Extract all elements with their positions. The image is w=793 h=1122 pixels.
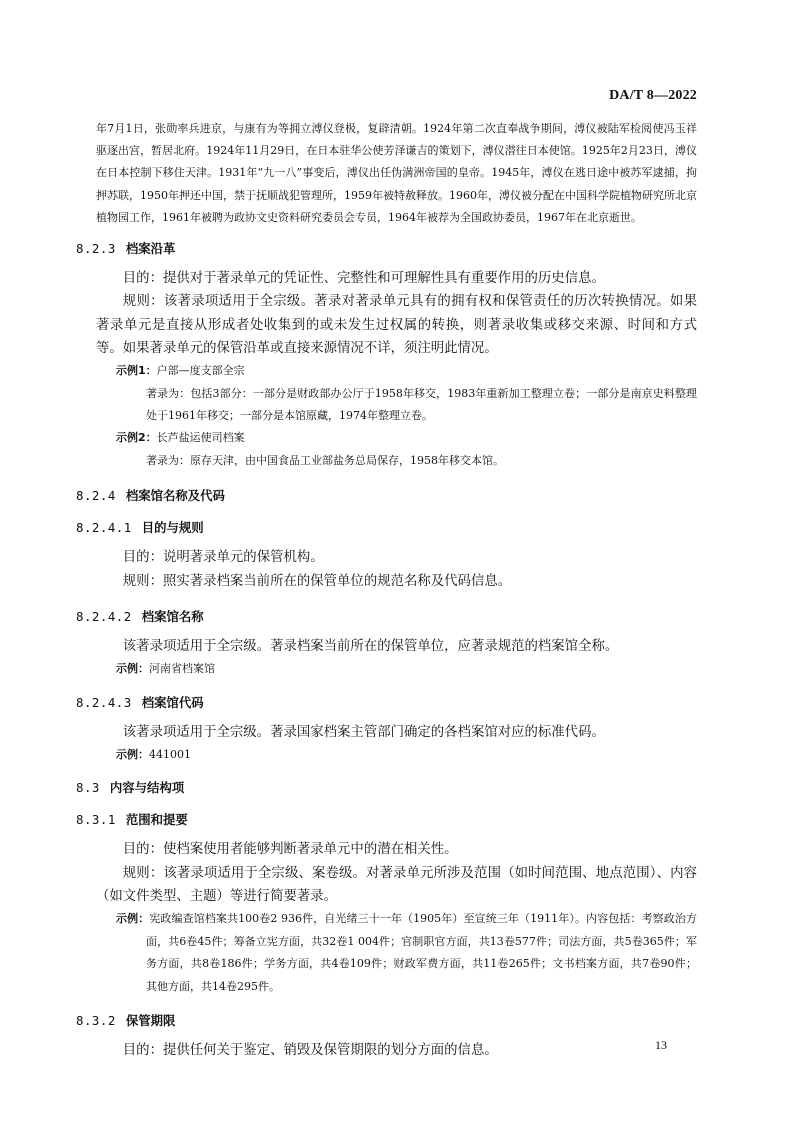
section-8-3-1-purpose: 目的：使档案使用者能够判断著录单元中的潜在相关性。 <box>122 842 458 858</box>
section-8-3-2-purpose: 目的：提供任何关于鉴定、销毁及保管期限的划分方面的信息。 <box>122 1042 498 1058</box>
section-8-2-4-2-heading: 8.2.4.2 档案馆名称 <box>76 608 204 624</box>
section-8-2-4-3-text: 该著录项适用于全宗级。著录国家档案主管部门确定的各档案馆对应的标准代码。 <box>122 724 605 740</box>
page-body <box>76 118 697 1062</box>
section-8-2-4-3-example: 示例：441001 <box>116 747 191 761</box>
example-1-heading: 示例1：户部—度支部全宗 <box>116 364 245 378</box>
example-2-heading: 示例2：长芦盐运使司档案 <box>116 431 245 445</box>
example-2-body: 著录为：原存天津，由中国食品工业部盐务总局保存，1958年移交本馆。 <box>146 453 504 467</box>
intro-paragraph: 年7月1日，张勋率兵进京，与康有为等拥立溥仪登极，复辟清朝。1924年第二次直奉战争期间，溥仪被陆军检阅使冯玉祥驱逐出宫，暂居北府。1924年11月29日，在日本驻华公使芳泽谦吉的策划下，溥仪潜往日本使馆。1925年2月23日，溥仪在日本控制下移住天津。1931年“九一八”事变后，溥仪出任伪满洲帝国的皇帝。1945年，溥仪在逃日途中被苏军逮捕，拘押苏联，1950年押还中国，禁于抚顺战犯管理所，1959年被特赦释放。1960年，溥仪被分配在中国科学院植物研究所北京植物园工作，1961年被聘为政协文史资料研究委员会专员，1964年被荐为全国政协委员，1967年在北京逝世。 <box>96 122 697 224</box>
section-8-2-4-1-rule: 规则：照实著录档案当前所在的保管单位的规范名称及代码信息。 <box>122 573 512 589</box>
section-8-2-3-purpose: 目的：提供对于著录单元的凭证性、完整性和可理解性具有重要作用的历史信息。 <box>122 271 605 287</box>
section-8-2-4-3-heading: 8.2.4.3 档案馆代码 <box>76 694 204 710</box>
example-1-body: 著录为：包括3部分：一部分是财政部办公厅于1958年移交，1983年重新加工整理立卷；一部分是南京史料整理处于1961年移交；一部分是本馆原藏，1974年整理立卷。 <box>146 386 697 423</box>
section-8-3-heading: 8.3 内容与结构项 <box>76 780 185 796</box>
page-number: 13 <box>655 1038 667 1052</box>
section-8-2-3-rule: 规则：该著录项适用于全宗级。著录对著录单元具有的拥有权和保管责任的历次转换情况。如果著录单元是直接从形成者处收集到的或未发生过权属的转换，则著录收集或移交来源、时间和方式等。如果著录单元的保管沿革或直接来源情况不详，须注明此情况。 <box>96 294 697 356</box>
section-8-2-4-heading: 8.2.4 档案馆名称及代码 <box>76 488 225 504</box>
section-8-2-4-1-purpose: 目的：说明著录单元的保管机构。 <box>122 550 324 566</box>
section-8-3-1-example: 示例：宪政编查馆档案共100卷2 936件，自光绪三十一年（1905年）至宣统三年（1911年）。内容包括：考察政治方面，共6卷45件；筹备立宪方面，共32卷1 004件；官制职官方面，共13卷577件；司法方面，共5卷365件；军务方面，共8卷186件；学务方面，共4卷109件；财政军费方面，共11卷265件；文书档案方面，共7卷90件；其他方面，共14卷295件。 <box>116 912 697 993</box>
section-8-2-4-2-example: 示例：河南省档案馆 <box>116 662 215 676</box>
section-8-3-2-heading: 8.3.2 保管期限 <box>76 1012 176 1028</box>
standard-code: DA/T 8—2022 <box>609 88 697 103</box>
section-8-2-3-heading: 8.2.3 档案沿革 <box>76 241 176 257</box>
section-8-3-1-heading: 8.3.1 范围和提要 <box>76 812 188 828</box>
section-8-3-1-rule: 规则：该著录项适用于全宗级、案卷级。对著录单元所涉及范围（如时间范围、地点范围）、内容（如文件类型、主题）等进行简要著录。 <box>96 865 697 904</box>
section-8-2-4-1-heading: 8.2.4.1 目的与规则 <box>76 520 204 536</box>
section-8-2-4-2-text: 该著录项适用于全宗级。著录档案当前所在的保管单位，应著录规范的档案馆全称。 <box>122 638 619 654</box>
